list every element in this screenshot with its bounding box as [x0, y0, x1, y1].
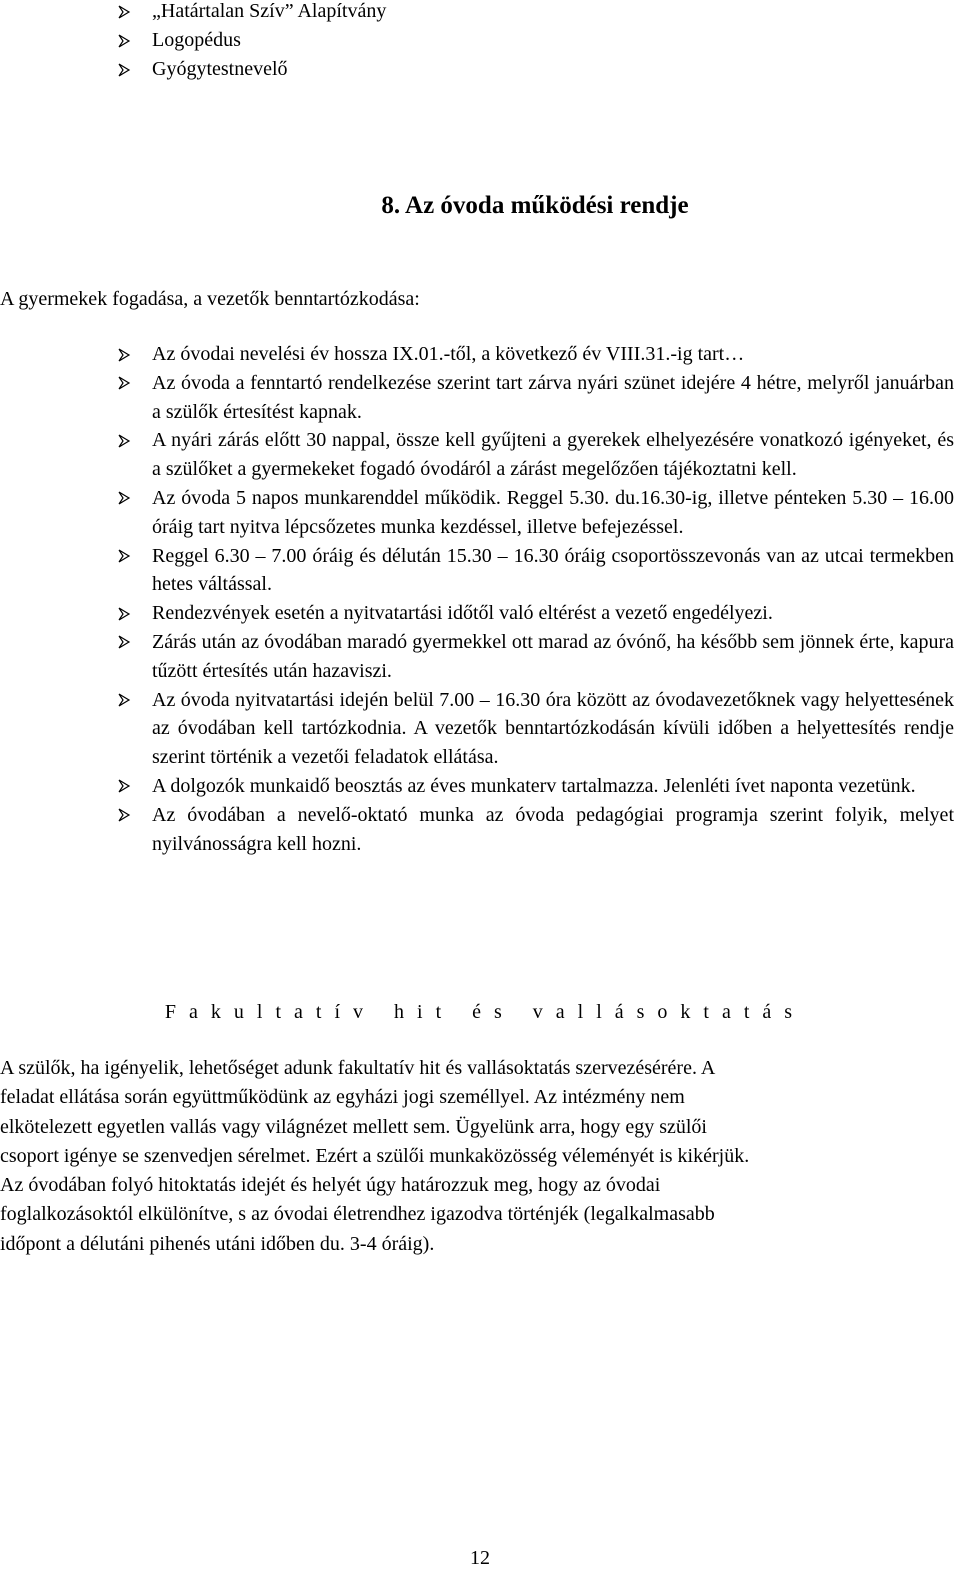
list-item [114, 340, 954, 369]
list-item-text: Reggel 6.30 – 7.00 óráig és délután 15.30 – 16.30 óráig csoportösszevonás van az utcai termekben hetes váltással. [152, 544, 954, 596]
arrow-right-icon [114, 484, 134, 513]
paragraph-line: feladat ellátása során együttműködünk az egyházi jogi személlyel. Az intézmény nem [0, 1086, 685, 1109]
list-item-text: Logopédus [152, 29, 241, 51]
body-paragraph [0, 1054, 900, 1259]
support-list [114, 0, 934, 84]
paragraph-line: A szülők, ha igényelik, lehetőséget adunk fakultatív hit és vallásoktatás szervezésérére. A [0, 1057, 716, 1079]
arrow-right-icon [114, 801, 134, 830]
paragraph-line: elkötelezett egyetlen vallás vagy világnézet mellett sem. Ügyelünk arra, hogy egy szülői [0, 1115, 707, 1138]
arrow-right-icon [114, 0, 134, 26]
list-item [114, 628, 954, 686]
list-item [114, 772, 954, 801]
intro-text: A gyermekek fogadása, a vezetők benntartózkodása: [0, 288, 420, 310]
paragraph-line: foglalkozásoktól elkülönítve, s az óvodai életrendhez igazodva történjék (legalkalmasabb [0, 1203, 715, 1226]
list-item [114, 542, 954, 600]
arrow-right-icon [114, 599, 134, 628]
paragraph-line: csoport igénye se szenvedjen sérelmet. Ezért a szülői munkaközösség véleményét is kikérjük. [0, 1144, 750, 1167]
list-item [114, 55, 934, 84]
arrow-right-icon [114, 55, 134, 84]
list-item-text: Zárás után az óvodában maradó gyermekkel ott marad az óvónő, ha később sem jönnek érte, kapura tűzött értesítés után hazaviszi. [152, 630, 954, 682]
arrow-right-icon [114, 26, 134, 55]
list-item-text: „Határtalan Szív” Alapítvány [152, 0, 387, 22]
list-item-text: Rendezvények esetén a nyitvatartási időtől való eltérést a vezető engedélyezi. [152, 602, 773, 625]
list-item-text: A dolgozók munkaidő beosztás az éves munkaterv tartalmazza. Jelenléti ívet naponta vezetünk. [152, 774, 916, 797]
list-item-text: Az óvodai nevelési év hossza IX.01.-től, a következő év VIII.31.-ig tart… [152, 343, 745, 365]
list-item-text: Az óvoda a fenntartó rendelkezése szerint tart zárva nyári szünet idejére 4 hétre, melyről januárban a szülők értesítést kapnak. [152, 371, 954, 423]
paragraph-line: időpont a délutáni pihenés utáni időben du. 3-4 óráig). [0, 1232, 435, 1255]
list-item-text: Az óvoda 5 napos munkarenddel működik. Reggel 5.30. du.16.30-ig, illetve pénteken 5.30 – 16.00 óráig tart nyitva lépcsőzetes munka kezdéssel, illetve befejezéssel. [152, 486, 954, 538]
list-item [114, 369, 954, 427]
list-item-text: Az óvoda nyitvatartási idején belül 7.00 – 16.30 óra között az óvodavezetőknek vagy helyettesének az óvodában kell tartózkodnia. A vezetők benntartózkodásán kívüli időben a helyettesítés rendje szerint történik a vezetői feladatok ellátása. [152, 688, 954, 769]
section-title: 8. Az óvoda működési rendje [381, 192, 689, 219]
subsection-title: Fakultatív hit és vallásoktatás [164, 1001, 806, 1023]
list-item [114, 26, 934, 55]
arrow-right-icon [114, 426, 134, 455]
list-item [114, 0, 934, 26]
list-item-text: Gyógytestnevelő [152, 58, 288, 80]
arrow-right-icon [114, 772, 134, 801]
list-item-text: A nyári zárás előtt 30 nappal, össze kell gyűjteni a gyerekek elhelyezésére vonatkozó igényeket, és a szülőket a gyermekeket fogadó óvodáról a zárást megelőzően tájékoztatni kell. [152, 429, 954, 481]
arrow-right-icon [114, 542, 134, 571]
list-item-text: Az óvodában a nevelő-oktató munka az óvoda pedagógiai programja szerint folyik, melyet nyilvánosságra kell hozni. [152, 803, 954, 855]
arrow-right-icon [114, 628, 134, 657]
list-item [114, 686, 954, 772]
list-item [114, 426, 954, 484]
paragraph-line: Az óvodában folyó hitoktatás idejét és helyét úgy határozzuk meg, hogy az óvodai [0, 1174, 661, 1197]
list-item [114, 599, 954, 628]
arrow-right-icon [114, 369, 134, 398]
list-item [114, 484, 954, 542]
list-item [114, 801, 954, 859]
arrow-right-icon [114, 340, 134, 369]
rules-list [114, 340, 954, 858]
page-number: 12 [470, 1547, 490, 1569]
arrow-right-icon [114, 686, 134, 715]
